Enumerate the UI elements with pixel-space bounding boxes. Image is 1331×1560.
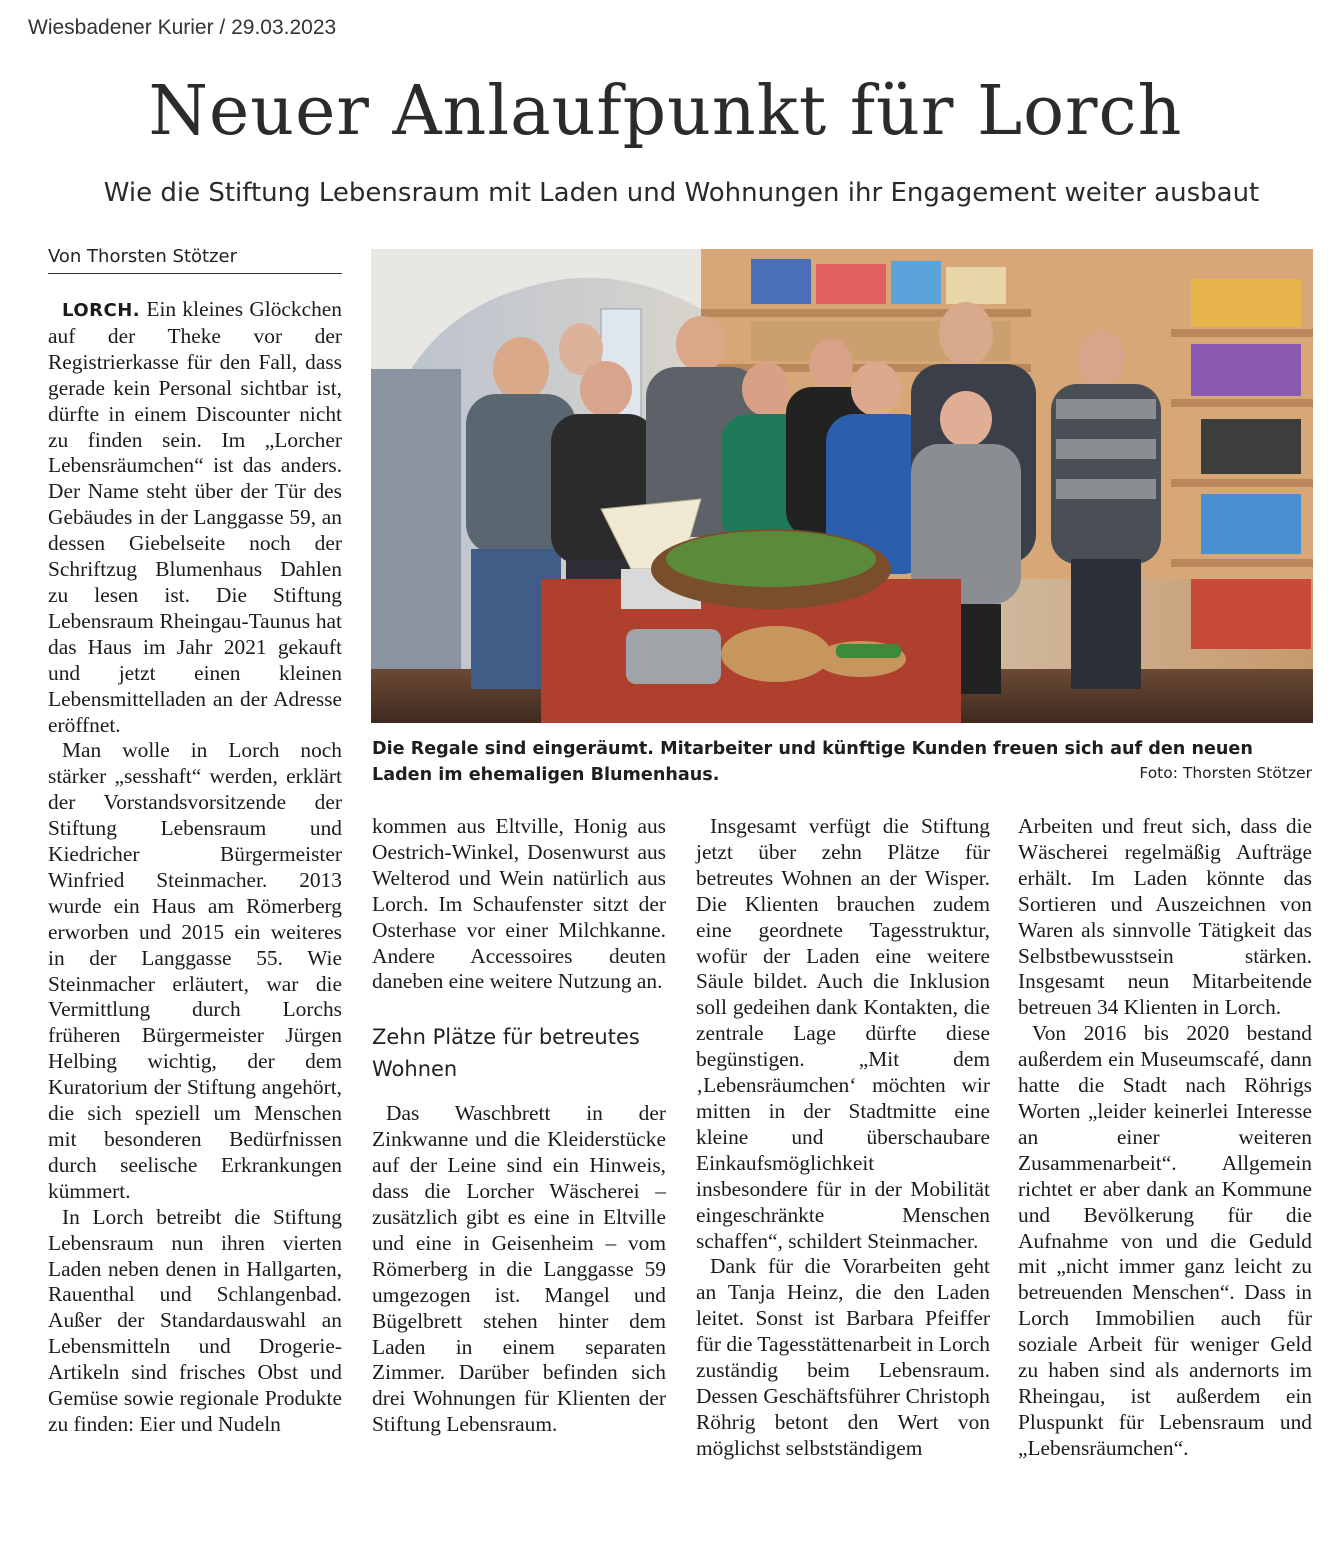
article-column-3	[696, 814, 990, 1462]
paragraph: Insgesamt verfügt die Stiftung jetzt über zehn Plätze für betreutes Wohnen an der Wisper. Die Klienten brauchen zudem eine geordnete Tagesstruktur, wofür der Laden eine weitere Säule bildet. Auch die Inklusion soll gedeihen dank Kontakten, die zentrale Lage dürfte diese begünstigen. „Mit dem ‚Lebensräumchen‘ möchten wir mitten in der Stadtmitte eine kleine und überschaubare Einkaufsmöglichkeit insbesondere für in der Mobilität eingeschränkte Menschen schaffen“, schildert Steinmacher.	[696, 814, 990, 1253]
article-photo	[371, 249, 1313, 723]
paragraph: Dank für die Vorarbeiten geht an Tanja Heinz, die den Laden leitet. Sonst ist Barbara Pfeiffer für die Tagesstättenarbeit in Lorch zuständig beim Lebensraum. Dessen Geschäftsführer Christoph Röhrig betont den Wert von möglichst selbstständigem	[696, 1254, 990, 1460]
photo-credit: Foto: Thorsten Stötzer	[1139, 764, 1312, 782]
article-column-2	[372, 814, 666, 1438]
dateline: LORCH.	[62, 300, 141, 321]
byline: Von Thorsten Stötzer	[48, 246, 342, 274]
paragraph: In Lorch betreibt die Stiftung Lebensraum nun ihren vierten Laden neben denen in Hallgarten, Rauenthal und Schlangenbad. Außer der Standardauswahl an Lebensmitteln und Drogerie-Artikeln sind frisches Obst und Gemüse sowie regionale Produkte zu finden: Eier und Nudeln	[48, 1204, 342, 1436]
article-column-4	[1018, 814, 1312, 1462]
paragraph: Das Waschbrett in der Zinkwanne und die Kleiderstücke auf der Leine sind ein Hinweis, dass die Lorcher Wäscherei – zusätzlich gibt es eine in Eltville und eine in Geisenheim – vom Römerberg in die Langgasse 59 umgezogen ist. Mangel und Bügelbrett stehen hinter dem Laden in einem separaten Zimmer. Darüber befinden sich drei Wohnungen für Klienten der Stiftung Lebensraum.	[372, 1101, 666, 1437]
paragraph	[48, 297, 342, 738]
headline: Neuer Anlaufpunkt für Lorch	[148, 72, 1183, 151]
paragraph: Von 2016 bis 2020 bestand außerdem ein Museumscafé, dann hatte die Stadt nach Röhrigs Worten „leider keinerlei Interesse an einer weiteren Zusammenarbeit“. Allgemein richtet er aber dank an Kommune und Bevölkerung für die Aufnahme von und die Geduld mit „nicht immer ganz leicht zu betreuenden Menschen“. Dass in Lorch Immobilien auch für soziale Arbeit für weniger Geld zu haben sind als andernorts im Rheingau, ist außerdem ein Pluspunkt für Lebensraum und „Lebensräumchen“.	[1018, 1021, 1312, 1460]
paragraph: kommen aus Eltville, Honig aus Oestrich-Winkel, Dosenwurst aus Welterod und Wein natürlich aus Lorch. Im Schaufenster sitzt der Osterhase vor einer Milchkanne. Andere Accessoires deuten daneben eine weitere Nutzung an.	[372, 814, 666, 994]
paragraph-text: Ein kleines Glöckchen auf der Theke vor der Registrierkasse für den Fall, dass gerade kein Personal sichtbar ist, dürfte in einem Discounter nicht zu finden sein. Im „Lorcher Lebensräumchen“ ist das anders. Der Name steht über der Tür des Gebäudes in der Langgasse 59, an dessen Giebelseite noch der Schriftzug Blumenhaus Dahlen zu lesen ist. Die Stiftung Lebensraum Rheingau-Taunus hat das Haus im Jahr 2021 gekauft und jetzt einen kleinen Lebensmittelladen an der Adresse eröffnet.	[48, 297, 342, 737]
photo-caption: Die Regale sind eingeräumt. Mitarbeiter und künftige Kunden freuen sich auf den neuen Laden im ehemaligen Blumenhaus.	[372, 739, 1253, 785]
paragraph: Man wolle in Lorch noch stärker „sesshaft“ werden, erklärt der Vorstandsvorsitzende der Stiftung Lebensraum und Kiedricher Bürgermeister Winfried Steinmacher. 2013 wurde ein Haus am Römerberg erworben und 2015 ein weiteres in der Langgasse 55. Wie Steinmacher erläutert, war die Vermittlung durch Lorchs früheren Bürgermeister Jürgen Helbing wichtig, der dem Kuratorium der Stiftung angehört, die sich speziell um Menschen mit besonderen Bedürfnissen durch seelische Erkrankungen kümmert.	[48, 738, 342, 1203]
subheadline: Wie die Stiftung Lebensraum mit Laden und Wohnungen ihr Engagement weiter ausbaut	[103, 178, 1260, 208]
paragraph: Arbeiten und freut sich, dass die Wäscherei regelmäßig Aufträge erhält. Im Laden könnte das Sortieren und Auszeichnen von Waren als sinnvolle Tätigkeit das Selbstbewusstsein stärken. Insgesamt neun Mitarbeitende betreuen 34 Klienten in Lorch.	[1018, 814, 1312, 1020]
source-line: Wiesbadener Kurier / 29.03.2023	[28, 16, 337, 39]
article-column-1	[48, 297, 342, 1438]
subheading: Zehn Plätze für betreutes Wohnen	[372, 1025, 640, 1082]
